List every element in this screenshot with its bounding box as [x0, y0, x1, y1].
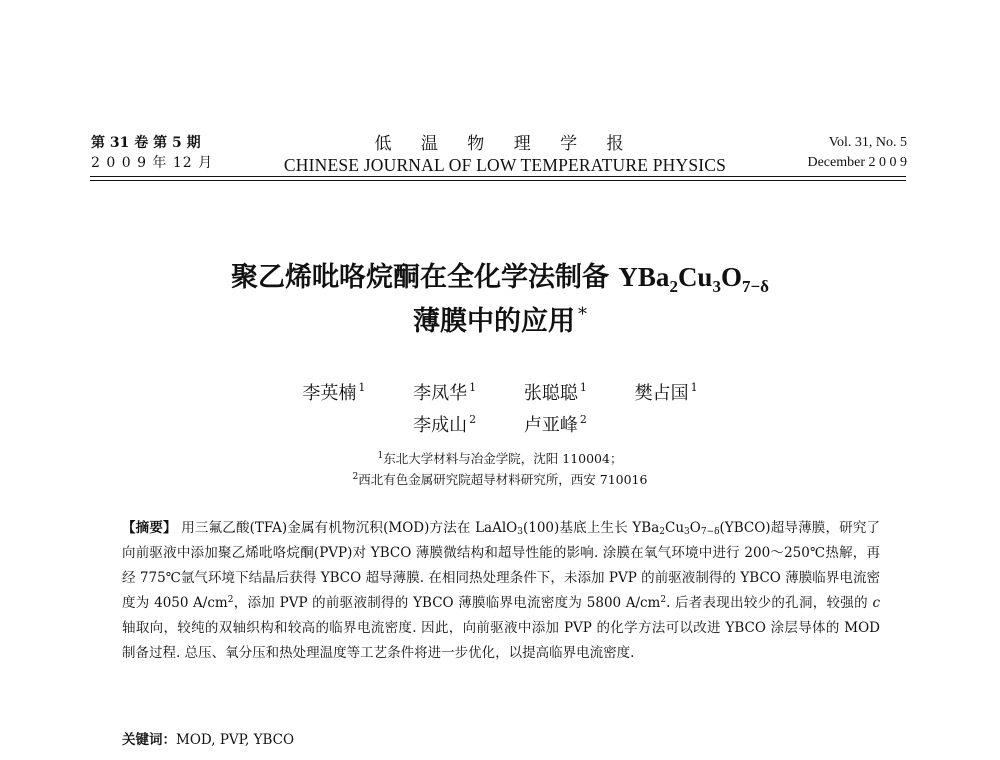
- title-formula: $YBa_2Cu_3O_{7-\delta}$: [618, 262, 769, 296]
- author: 卢亚峰 $^2$: [523, 413, 587, 436]
- header-rule-thick: [90, 176, 906, 177]
- affiliation-list: [100, 448, 900, 490]
- author-list: [100, 378, 900, 442]
- paper-title: [100, 255, 900, 344]
- author-row-2: [100, 410, 900, 442]
- header-rule-thin: [90, 180, 906, 181]
- date-cn: 2 0 0 9 年 12 月: [91, 155, 214, 171]
- title-footnote-mark: *: [578, 304, 587, 325]
- author: 李英楠 $^1$: [302, 381, 366, 404]
- abstract: 【摘要】 用三氟乙酸(TFA)金属有机物沉积(MOD)方法在 LaAlO$_3$(100)基底上生长 $YBa_2Cu_3O_{7-\delta}(YBCO)$超导薄膜，研究了向前驱液中添加聚乙烯吡咯烷酮(PVP)对 YBCO 薄膜微结构和超导性能的影响. 涂膜在氧气环境中进行 200～250℃热解，再经 775℃氩气环境下结晶后获得 YBCO 超导薄膜. 在相同热处理条件下，未添加 PVP 的前驱液制得的 YBCO 薄膜临界电流密度为 4050 $A/cm^2$，添加 PVP 的前驱液制得的 YBCO 薄膜临界电流密度为 5800 $A/cm^2$. 后者表现出较少的孔洞，较强的 c 轴取向，较纯的双轴织构和较高的临界电流密度. 因此，向前驱液中添加 PVP 的化学方法可以改进 YBCO 涂层导体的 MOD 制备过程. 总压、氧分压和热处理温度等工艺条件将进一步优化，以提高临界电流密度.: [122, 520, 881, 661]
- abstract-label: 【摘要】: [122, 520, 177, 536]
- keywords-label: 关键词：: [122, 732, 176, 748]
- author-row-1: [100, 378, 900, 410]
- title-line-1: 聚乙烯吡咯烷酮在全化学法制备 $YBa_2Cu_3O_{7-\delta}$: [231, 262, 769, 296]
- affiliation: $^1$东北大学材料与冶金学院，沈阳 110004；: [377, 451, 623, 466]
- header-issue-cn: [91, 133, 213, 173]
- date-en: December 2 0 0 9: [807, 155, 907, 170]
- keywords: [122, 730, 294, 750]
- author: 李凤华 $^1$: [413, 381, 477, 404]
- journal-name-en: CHINESE JOURNAL OF LOW TEMPERATURE PHYSICS: [283, 155, 727, 175]
- header-issue-en: [807, 133, 907, 173]
- author: 张聪聪 $^1$: [523, 381, 587, 404]
- author: 李成山 $^2$: [413, 413, 477, 436]
- journal-name-cn: 低 温 物 理 学 报: [374, 134, 636, 154]
- journal-name: [250, 133, 760, 175]
- title-line-2: 薄膜中的应用 *: [413, 304, 587, 337]
- keywords-text: MOD, PVP, YBCO: [176, 732, 295, 748]
- affiliation: $^2$西北有色金属研究院超导材料研究所，西安 710016: [352, 472, 648, 487]
- author: 樊占国 $^1$: [634, 381, 698, 404]
- volume-cn: 第 31 卷 第 5 期: [91, 135, 201, 151]
- volume-en: Vol. 31, No. 5: [828, 135, 907, 150]
